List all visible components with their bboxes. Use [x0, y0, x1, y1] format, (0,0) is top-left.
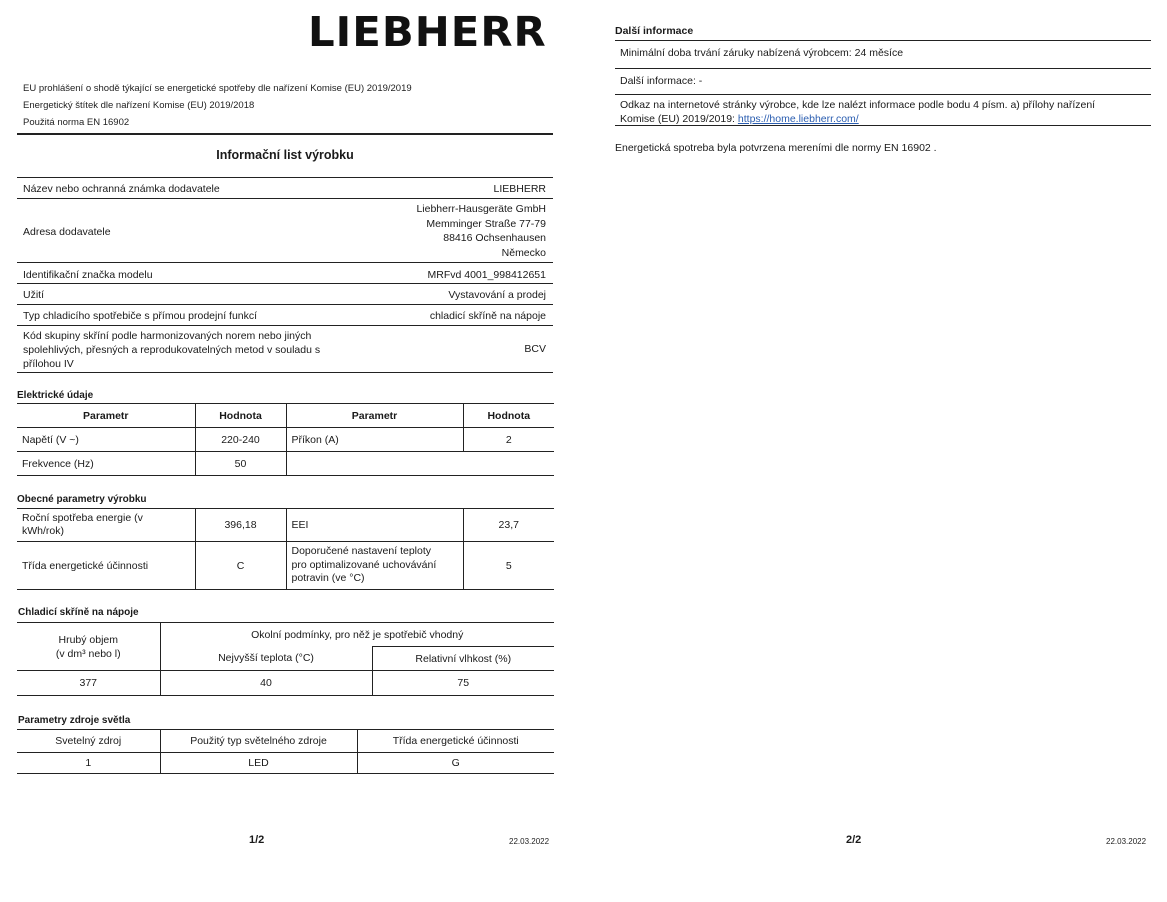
info-row-further — [615, 69, 1151, 95]
param-line: potravin (ve °C) — [291, 572, 365, 585]
page-number-1: 1/2 — [249, 834, 265, 846]
date-left: 22.03.2022 — [509, 837, 550, 846]
info-label: Název nebo ochranná známka dodavatele — [23, 183, 220, 195]
value-cell: 377 — [17, 671, 160, 696]
value-cell: 1 — [17, 753, 160, 774]
section-title-cabinet: Chladicí skříně na nápoje — [18, 607, 139, 618]
ambient-header: Okolní podmínky, pro něž je spotřebič vhodný — [160, 623, 554, 647]
col-header: Svetelný zdroj — [17, 730, 160, 753]
col-header: Třída energetické účinnosti — [357, 730, 554, 753]
liebherr-link[interactable]: https://home.liebherr.com/ — [737, 113, 859, 125]
address-line: 88416 Ochsenhausen — [443, 232, 546, 244]
header-line: (v dm³ nebo l) — [55, 647, 121, 660]
address-line: Německo — [501, 246, 546, 259]
info-label: Užití — [23, 289, 44, 301]
info-row-supplier-name — [17, 178, 553, 199]
header-label-line: Energetický štítek dle nařízení Komise (EU) 2019/2018 — [23, 100, 255, 111]
light-table — [17, 729, 554, 774]
humidity-header: Relativní vlhkost (%) — [372, 647, 554, 671]
param-cell: Příkon (A) — [286, 428, 463, 452]
section-title-general: Obecné parametry výrobku — [17, 494, 147, 505]
header-norm-line: Použitá norma EN 16902 — [23, 117, 130, 128]
param-line: Roční spotřeba energie (v — [22, 512, 143, 524]
further-info-text: Další informace: - — [620, 75, 703, 87]
volume-header — [17, 623, 160, 671]
info-label: Identifikační značka modelu — [23, 269, 153, 281]
info-row-appliance-type — [17, 305, 553, 326]
info-row-usage — [17, 284, 553, 305]
divider — [17, 133, 553, 135]
empty-cell — [286, 452, 554, 476]
info-label — [23, 329, 320, 371]
param-line: pro optimalizované uchovávání — [291, 558, 437, 571]
energy-confirmation-note: Energetická spotreba byla potvrzena mereními dle normy EN 16902 . — [615, 142, 937, 154]
param-cell: Napětí (V ~) — [17, 428, 195, 452]
table-row — [17, 542, 554, 590]
address-line: Memminger Straße 77-79 — [426, 217, 546, 230]
electrical-table — [17, 403, 554, 476]
table-row — [17, 452, 554, 476]
label-line: přílohou IV — [23, 358, 74, 370]
info-row-website — [615, 95, 1151, 126]
param-cell: Třída energetické účinnosti — [17, 542, 195, 590]
table-row — [17, 671, 554, 696]
info-label: Typ chladicího spotřebiče s přímou prodejní funkcí — [23, 310, 258, 322]
page-number-2: 2/2 — [846, 834, 862, 846]
value-cell: G — [357, 753, 554, 774]
value-cell: 2 — [463, 428, 554, 452]
value-cell: 50 — [195, 452, 286, 476]
info-value: chladicí skříně na nápoje — [429, 310, 546, 322]
section-title-further-info: Další informace — [615, 25, 694, 37]
liebherr-logo: LIEBHERR — [308, 8, 547, 56]
info-value — [416, 202, 546, 260]
address-line: Liebherr-Hausgeräte GmbH — [416, 203, 546, 215]
value-cell: 40 — [160, 671, 372, 696]
param-cell: Frekvence (Hz) — [17, 452, 195, 476]
info-row-supplier-address — [17, 199, 553, 263]
value-cell: 23,7 — [463, 509, 554, 542]
table-row — [17, 428, 554, 452]
value-cell: 396,18 — [195, 509, 286, 542]
param-cell: EEI — [286, 509, 463, 542]
header-regulation-line: EU prohlášení o shodě týkající se energetické spotřeby dle nařízení Komise (EU) 2019/2019 — [23, 83, 412, 94]
cabinet-table — [17, 622, 554, 696]
general-table — [17, 508, 554, 590]
info-row-warranty — [615, 41, 1151, 69]
header-line: Hrubý objem — [58, 633, 119, 646]
label-line: spolehlivých, přesných a reprodukovatelných metod v souladu s — [23, 344, 321, 356]
sheet-title: Informační list výrobku — [216, 148, 354, 162]
col-header: Hodnota — [463, 404, 554, 428]
value-cell: C — [195, 542, 286, 590]
website-text — [620, 98, 1095, 126]
param-line: kWh/rok) — [22, 525, 64, 537]
warranty-text: Minimální doba trvání záruky nabízená výrobcem: 24 měsíce — [620, 47, 904, 59]
label-line: Kód skupiny skříní podle harmonizovaných norem nebo jiných — [23, 330, 312, 342]
col-header: Parametr — [17, 404, 195, 428]
info-row-group-code — [17, 326, 553, 373]
col-header: Parametr — [286, 404, 463, 428]
section-title-light: Parametry zdroje světla — [18, 715, 131, 726]
info-value: BCV — [524, 343, 546, 355]
website-line: Odkaz na internetové stránky výrobce, kde lze nalézt informace podle bodu 4 písm. a) přílohy nařízení — [620, 99, 1096, 111]
table-row — [17, 509, 554, 542]
info-label: Adresa dodavatele — [23, 226, 111, 238]
value-cell: 75 — [372, 671, 554, 696]
info-row-model-id — [17, 263, 553, 284]
info-value: LIEBHERR — [493, 183, 546, 195]
date-right: 22.03.2022 — [1106, 837, 1147, 846]
col-header: Hodnota — [195, 404, 286, 428]
value-cell: 5 — [463, 542, 554, 590]
param-cell — [286, 542, 463, 590]
table-row — [17, 753, 554, 774]
section-title-electrical: Elektrické údaje — [17, 390, 94, 401]
col-header: Použitý typ světelného zdroje — [160, 730, 357, 753]
info-value: MRFvd 4001_998412651 — [427, 269, 546, 281]
param-cell — [17, 509, 195, 542]
temp-header: Nejvyšší teplota (°C) — [160, 647, 372, 671]
info-value: Vystavování a prodej — [448, 289, 546, 301]
website-line: Komise (EU) 2019/2019: — [620, 113, 738, 125]
param-line: Doporučené nastavení teploty — [291, 545, 432, 558]
value-cell: 220-240 — [195, 428, 286, 452]
value-cell: LED — [160, 753, 357, 774]
